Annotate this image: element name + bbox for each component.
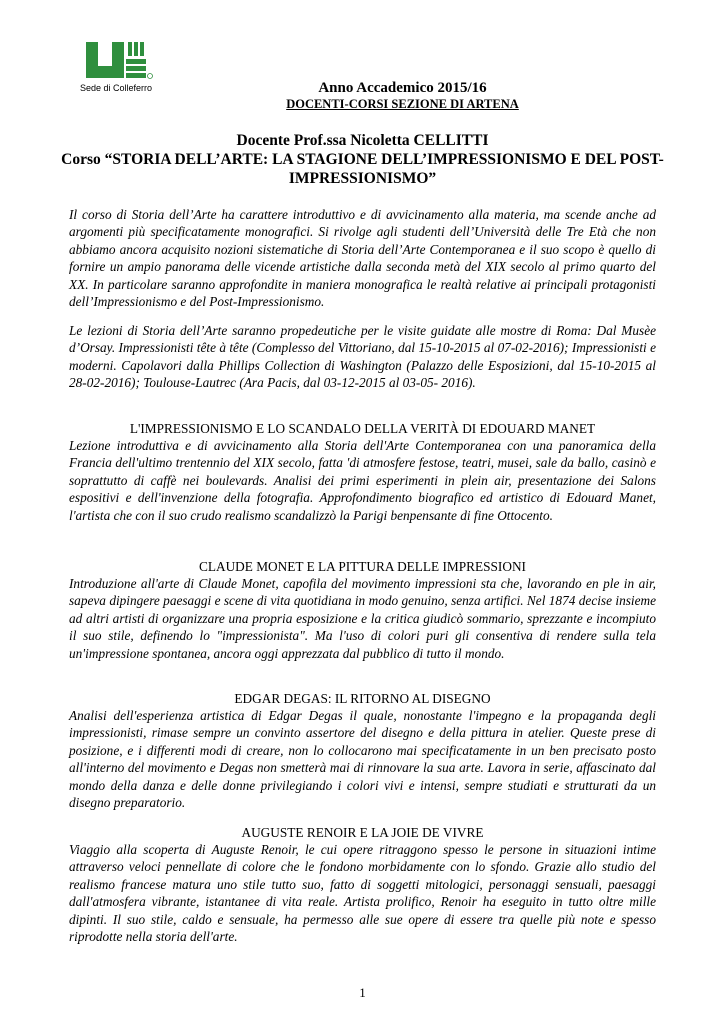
- section-body-degas: Analisi dell'esperienza artistica di Edgar Degas il quale, nonostante l'impegno e la propaganda degli impressionisti, rimase sempre un convinto assertore del disegno e della pittura in atelier. Queste prese di posizione, e i differenti modi di creare, non lo collocarono mai specificatamente in un ben precisato posto all'interno del movimento e Degas non smetterà mai di rinnovare la sua arte. Lavora in serie, affascinato dal mondo della danza e delle donne privilegiando i colori vivi e intensi, sempre studiati e strutturati da un disegno preparatorio.: [69, 708, 656, 811]
- intro-paragraph-2: Le lezioni di Storia dell’Arte saranno propedeutiche per le visite guidate alle mostre di Roma: Dal Musèe d’Orsay. Impressionisti tête à tête (Complesso del Vittoriano, dal 15-10-2015 al 07-02-2016); Impressionisti e moderni. Capolavori dalla Phillips Collection di Washington (Palazzo delle Esposizioni, dal 15-10-2015 al 28-02-2016); Toulouse-Lautrec (Ara Pacis, dal 03-12-2015 al 03-05- 2016).: [69, 323, 656, 391]
- intro-paragraph-1: Il corso di Storia dell’Arte ha carattere introduttivo e di avvicinamento alla materia, ma scende anche ad argomenti più specificatamente monografici. Si rivolge agli studenti dell’Università delle Tre Età che non abbiamo ancora acquisito nozioni sistematiche di Storia dell’Arte Contemporanea e il suo scopo è quello di fornire un ampio panorama delle vicende artistiche dalla seconda metà del XIX secolo al primo quarto del XX. In particolare saranno approfondite in maniera monografica le realtà relative ai principali protagonisti dell’Impressionismo e del Post-Impressionismo.: [69, 207, 656, 310]
- section-heading-monet: CLAUDE MONET E LA PITTURA DELLE IMPRESSIONI: [198, 559, 526, 574]
- academic-year: Anno Accademico 2015/16: [318, 80, 487, 96]
- section-heading-manet: L'IMPRESSIONISMO E LO SCANDALO DELLA VERITÀ DI EDOUARD MANET: [129, 421, 596, 436]
- course-title: Corso “STORIA DELL’ARTE: LA STAGIONE DELL’IMPRESSIONISMO E DEL POST-IMPRESSIONISMO”: [61, 151, 664, 187]
- section-heading-degas: EDGAR DEGAS: IL RITORNO AL DISEGNO: [234, 691, 491, 706]
- section-body-monet: Introduzione all'arte di Claude Monet, capofila del movimento impressioni sta che, lavorando en ple in air, sapeva dipingere paesaggi e scene di vita quotidiana in modo genuino, senza artifici. Nel 1874 decise insieme ad altri artisti di organizzare una propria esposizione e la critica giudicò sommario, sprezzante e incompiuto il suo stile, definendo lo "impressionista". Ma l'uso di colori puri gli consentiva di rendere sulla tela un'impressione spontanea, ancora oggi apprezzata dal pubblico di tutto il mondo.: [69, 576, 656, 661]
- section-body-manet: Lezione introduttiva e di avvicinamento alla Storia dell'Arte Contemporanea con una panoramica della Francia dell'ultimo trentennio del XIX secolo, fatta 'di atmosfere festose, teatri, musei, sale da ballo, casinò e soprattutto di caffè nei boulevards. Analisi dei primi esperimenti in plein air, presentazione dei Salons espositivi e dell'invenzione della fotografia. Approfondimento biografico ed artistico di Edouard Manet, l'artista che con il suo crudo realismo scandalizzò la Parigi benpensante di fine Ottocento.: [69, 438, 656, 523]
- ute-logo-icon: [78, 38, 158, 84]
- teacher-name: Docente Prof.ssa Nicoletta CELLITTI: [236, 132, 489, 149]
- section-heading-renoir: AUGUSTE RENOIR E LA JOIE DE VIVRE: [241, 825, 484, 840]
- logo-caption: Sede di Colleferro: [80, 83, 153, 93]
- section-title: DOCENTI-CORSI SEZIONE DI ARTENA: [286, 97, 519, 111]
- page-number: 1: [359, 985, 366, 1000]
- university-logo: [78, 38, 158, 98]
- section-body-renoir: Viaggio alla scoperta di Auguste Renoir, le cui opere ritraggono spesso le persone in situazioni intime attraverso veloci pennellate di colore che le fondono morbidamente con lo sfondo. Grazie allo studio del realismo francese matura uno stile tutto suo, fatto di soggetti mitologici, personaggi sensuali, paesaggi dall'atmosfera vibrante, istantanee di vita reale. Artista prolifico, Renoir ha eseguito in tutto oltre mille dipinti. Il suo stile, caldo e sensuale, ha permesso alle sue opere di essere tra quelle più note e spesso riprodotte nella storia dell'arte.: [69, 842, 656, 945]
